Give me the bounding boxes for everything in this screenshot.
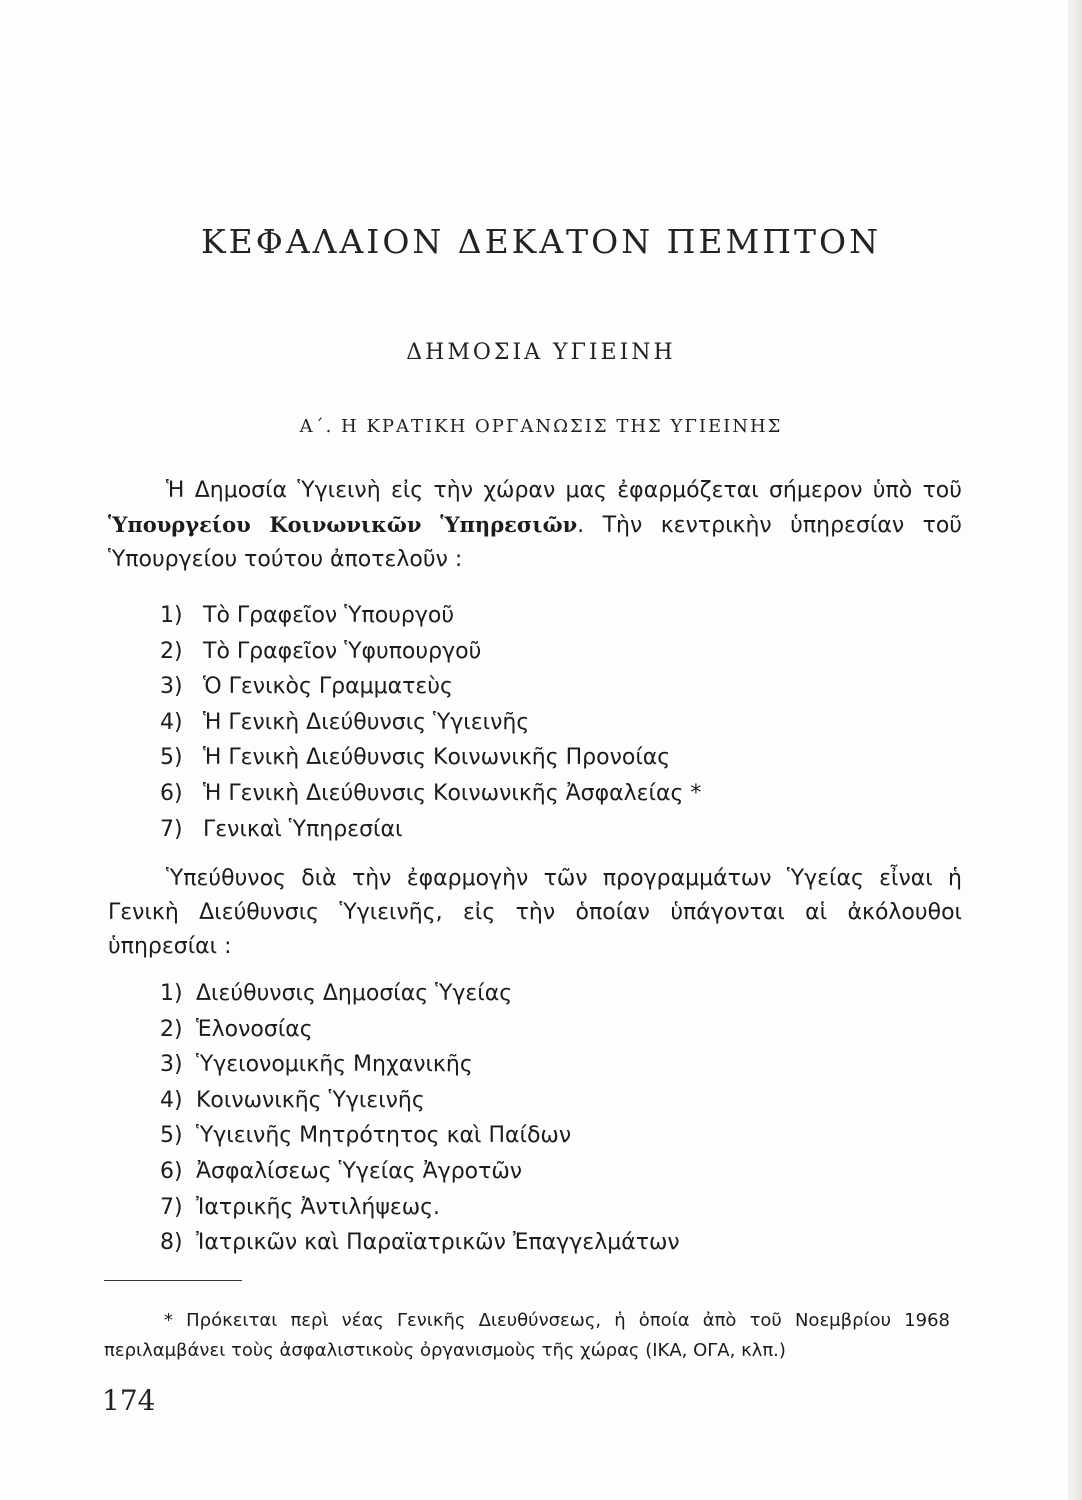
footnote: * Πρόκειται περὶ νέας Γενικῆς Διευθύνσεως, ἡ ὁποία ἀπὸ τοῦ Νοεμβρίου 1968 περιλαμβάνει τοὺς ἀσφαλιστικοὺς ὀργανισμοὺς τῆς χώρας (ΙΚΑ, ΟΓΑ, κλπ.)	[104, 1310, 950, 1361]
ministry-name: Ὑπουργείου Κοινωνικῶν Ὑπηρεσιῶν	[108, 512, 578, 537]
list-item-number: 4)	[160, 709, 183, 735]
footnote-divider	[104, 1280, 242, 1281]
list-item-number: 1)	[160, 603, 183, 628]
list-item	[160, 740, 920, 776]
list-item	[160, 669, 920, 705]
list-item	[160, 1083, 920, 1119]
page-number: 174	[102, 1384, 156, 1417]
list-item-text: Τὸ Γραφεῖον Ὑφυπουργοῦ	[203, 638, 482, 664]
central-service-list	[160, 598, 920, 847]
list-item-number: 1)	[160, 981, 183, 1006]
list-item-text: Τὸ Γραφεῖον Ὑπουργοῦ	[203, 603, 455, 628]
list-item-text: Ἡ Γενικὴ Διεύθυνσις Κοινωνικῆς Ἀσφαλείας *	[203, 780, 702, 806]
list-item-number: 3)	[160, 674, 183, 700]
list-item-number: 8)	[160, 1230, 183, 1256]
list-item	[160, 634, 920, 670]
list-item-text: Ἰατρικῆς Ἀντιλήψεως.	[196, 1194, 441, 1220]
list-item-number: 6)	[160, 1158, 183, 1184]
list-item-number: 7)	[160, 1194, 183, 1220]
intro-paragraph	[108, 474, 962, 577]
list-item-number: 6)	[160, 780, 183, 806]
subsection-title: Α΄. Η ΚΡΑΤΙΚΗ ΟΡΓΑΝΩΣΙΣ ΤΗΣ ΥΓΙΕΙΝΗΣ	[299, 416, 783, 437]
list-item-number: 2)	[160, 1016, 183, 1042]
list-item-number: 4)	[160, 1087, 183, 1113]
list-item-number: 5)	[160, 745, 183, 771]
hygiene-paragraph	[108, 862, 962, 964]
hygiene-service-list	[160, 976, 920, 1261]
list-item	[160, 705, 920, 741]
list-item-number: 2)	[160, 638, 183, 664]
hygiene-paragraph-text: Ὑπεύθυνος διὰ τὴν ἐφαρμογὴν τῶν προγραμμάτων Ὑγείας εἶναι ἡ Γενικὴ Διεύθυνσις Ὑγιεινῆς, εἰς τὴν ὁποίαν ὑπάγονται αἱ ἀκόλουθοι ὑπηρεσίαι :	[108, 866, 962, 959]
list-item-text: Γενικαὶ Ὑπηρεσίαι	[203, 816, 403, 842]
list-item-text: Ἑλονοσίας	[196, 1016, 313, 1042]
list-item	[160, 1190, 920, 1226]
chapter-title: ΚΕΦΑΛΑΙΟΝ ΔΕΚΑΤΟΝ ΠΕΜΠΤΟΝ	[201, 222, 881, 261]
list-item-text: Κοινωνικῆς Ὑγιεινῆς	[196, 1087, 425, 1113]
list-item	[160, 812, 920, 848]
list-item	[160, 1047, 920, 1083]
list-item-text: Ὁ Γενικὸς Γραμματεὺς	[203, 674, 453, 700]
list-item-text: Ἀσφαλίσεως Ὑγείας Ἀγροτῶν	[196, 1158, 523, 1184]
list-item	[160, 1154, 920, 1190]
list-item-text: Ἡ Γενικὴ Διεύθυνσις Ὑγιεινῆς	[203, 709, 530, 735]
list-item	[160, 1012, 920, 1048]
list-item-number: 5)	[160, 1123, 183, 1149]
list-item	[160, 976, 920, 1012]
intro-text-before: Ἡ Δημοσία Ὑγιεινὴ εἰς τὴν χώραν μας ἐφαρμόζεται σήμερον ὑπὸ τοῦ	[166, 478, 962, 503]
list-item-text: Ἰατρικῶν καὶ Παραϊατρικῶν Ἐπαγγελμάτων	[196, 1230, 680, 1256]
list-item-text: Ἡ Γενικὴ Διεύθυνσις Κοινωνικῆς Προνοίας	[203, 745, 671, 771]
list-item-text: Ὑγιεινῆς Μητρότητος καὶ Παίδων	[196, 1123, 572, 1149]
list-item	[160, 1118, 920, 1154]
list-item	[160, 776, 920, 812]
list-item	[160, 1225, 920, 1261]
list-item-number: 7)	[160, 816, 183, 842]
list-item-text: Διεύθυνσις Δημοσίας Ὑγείας	[196, 981, 513, 1006]
list-item-number: 3)	[160, 1052, 183, 1078]
section-title: ΔΗΜΟΣΙΑ ΥΓΙΕΙΝΗ	[406, 340, 676, 365]
list-item	[160, 598, 920, 634]
list-item-text: Ὑγειονομικῆς Μηχανικῆς	[196, 1052, 473, 1078]
intro-text-after: . Τὴν κεντρικὴν ὑπηρεσίαν τοῦ Ὑπουργείου τούτου ἀποτελοῦν :	[108, 513, 963, 572]
